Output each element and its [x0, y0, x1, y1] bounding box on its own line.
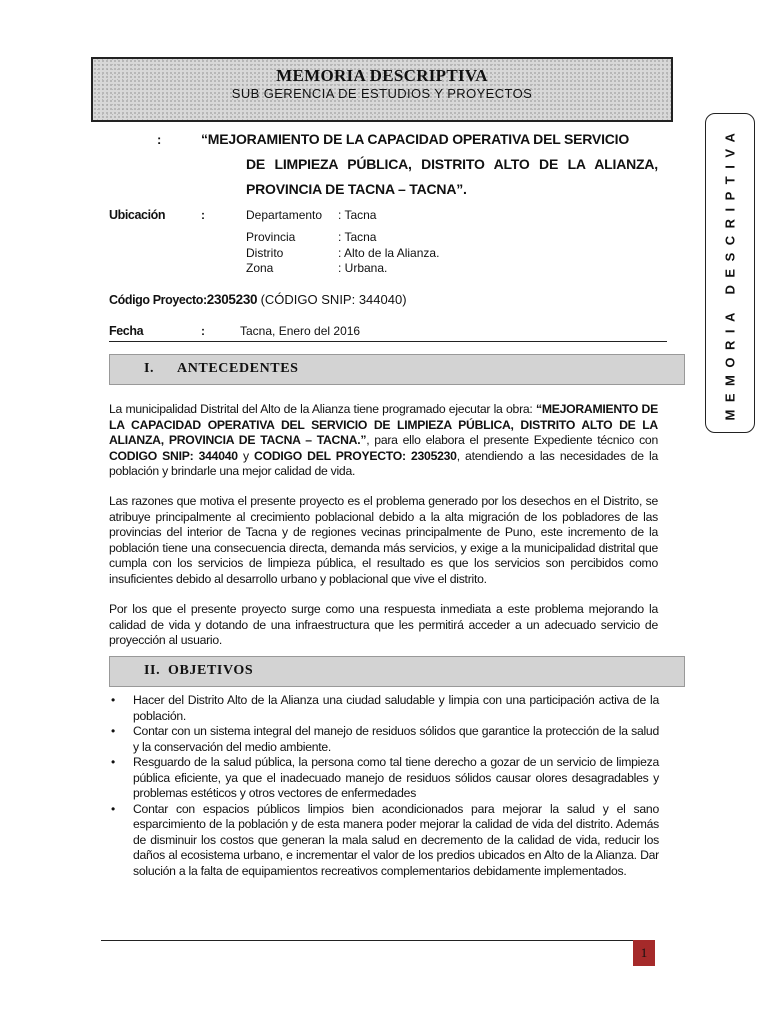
location-colon: :	[201, 208, 205, 222]
location-key: Zona	[246, 261, 274, 275]
snip-code-bold: CODIGO SNIP: 344040	[109, 448, 238, 463]
divider	[109, 341, 667, 342]
location-value: : Alto de la Alianza.	[338, 246, 440, 260]
project-name-bold: “MEJORAMIENTO DE LA CAPACIDAD OPERATIVA DEL SERVICIO DE LIMPIEZA PÚBLICA, DISTRITO ALTO DE LA ALIANZA, PROVINCIA DE TACNA – TACNA.”	[109, 402, 658, 447]
section-title: ANTECEDENTES	[177, 361, 299, 376]
antecedentes-paragraph-2: Las razones que motiva el presente proyecto es el problema generado por los desechos en el Distrito, se atribuye principalmente al crecimiento poblacional debido a la alta migración de los pobladores de las provincias del interior de Tacna y de regiones vecinas principalmente de Puno, este incremento de la población tiene una consecuencia directa, demanda más servicios, y exige a la municipalidad distrital que cumpla con los servicios de limpieza pública, el resultado es que los servicios son percibidos como insuficientes debido al desarrollo urbano y poblacional que vive el distrito.	[109, 494, 658, 586]
bullet-icon: •	[111, 693, 115, 707]
list-item-text: Resguardo de la salud pública, la persona como tal tiene derecho a gozar de un servicio de limpieza pública eficiente, ya que el inadecuado manejo de residuos sólidos causar olores desagradables y problemas estéticos y otros vectores de enfermedades	[133, 755, 659, 800]
date-colon: :	[201, 324, 205, 338]
section-title: OBJETIVOS	[168, 663, 254, 678]
project-title-line-3: PROVINCIA DE TACNA – TACNA”.	[246, 181, 467, 197]
location-label: Ubicación	[109, 208, 166, 222]
list-item-text: Hacer del Distrito Alto de la Alianza una ciudad saludable y limpia con una participación activa de la población.	[133, 693, 659, 723]
page-number: 1	[633, 940, 655, 966]
date-value: Tacna, Enero del 2016	[240, 324, 361, 338]
project-code-label: Código Proyecto:	[109, 293, 207, 307]
project-code-value: 2305230	[206, 292, 258, 307]
footer-rule	[101, 940, 633, 941]
location-key: Provincia	[246, 230, 296, 244]
section-number: II.	[144, 663, 161, 678]
list-item	[109, 755, 659, 802]
text-run: , atendiendo a las necesidades de la población y brindarle una mejor calidad de vida.	[109, 448, 659, 478]
list-item	[109, 724, 659, 755]
list-item-text: Contar con un sistema integral del manejo de residuos sólidos que garantice la protección de la salud y la conservación del medio ambiente.	[133, 724, 659, 754]
antecedentes-paragraph-1	[109, 402, 658, 480]
project-code-line	[109, 292, 407, 307]
bullet-icon: •	[111, 801, 115, 816]
project-colon: :	[157, 132, 162, 147]
location-key: Distrito	[246, 246, 284, 260]
section-header-objetivos	[109, 656, 685, 687]
document-title: MEMORIA DESCRIPTIVA	[276, 66, 488, 85]
bullet-icon: •	[111, 724, 115, 738]
side-tab	[705, 113, 755, 433]
list-item	[109, 693, 659, 724]
project-title-line-1: “MEJORAMIENTO DE LA CAPACIDAD OPERATIVA DEL SERVICIO	[201, 131, 630, 147]
project-code-bold: CODIGO DEL PROYECTO: 2305230	[254, 448, 457, 463]
list-item-text: Contar con espacios públicos limpios bien acondicionados para mejorar la salud y el sano esparcimiento de la población y de esta manera poder mejorar la calidad de vida del distrito. Además de disminuir los costos que generan la mala salud en decremento de la calidad de vida, reducir los daños al ecosistema urbano, e incrementar el valor de los predios ubicados en Alto de la Alianza. Dar solución a la falta de equipamientos recreativos complementarios debidamente implementados.	[133, 801, 659, 878]
location-value: : Tacna	[338, 230, 377, 244]
header-box	[91, 57, 673, 122]
snip-code: (CÓDIGO SNIP: 344040)	[260, 292, 407, 307]
document-subtitle: SUB GERENCIA DE ESTUDIOS Y PROYECTOS	[231, 86, 533, 101]
project-title-line-2: DE LIMPIEZA PÚBLICA, DISTRITO ALTO DE LA ALIANZA,	[246, 156, 658, 172]
section-number: I.	[144, 361, 155, 376]
text-run: La municipalidad Distrital del Alto de la Alianza tiene programado ejecutar la obra:	[109, 402, 536, 416]
date-label: Fecha	[109, 324, 144, 338]
text-run: y	[237, 448, 255, 463]
list-item	[109, 802, 659, 880]
objetivos-list	[109, 693, 659, 879]
text-run: , para ello elabora el presente Expediente técnico con	[366, 433, 658, 447]
location-key: Departamento	[246, 208, 323, 222]
location-value: : Tacna	[338, 208, 377, 222]
side-tab-text: MEMORIA DESCRIPTIVA	[722, 125, 738, 421]
location-value: : Urbana.	[338, 261, 388, 275]
antecedentes-paragraph-3: Por los que el presente proyecto surge como una respuesta inmediata a este problema mejorando la calidad de vida y dotando de una infraestructura que les permitirá acceder a un adecuado servicio de proyección al usuario.	[109, 602, 658, 647]
bullet-icon: •	[111, 755, 115, 769]
section-header-antecedentes	[109, 354, 685, 385]
